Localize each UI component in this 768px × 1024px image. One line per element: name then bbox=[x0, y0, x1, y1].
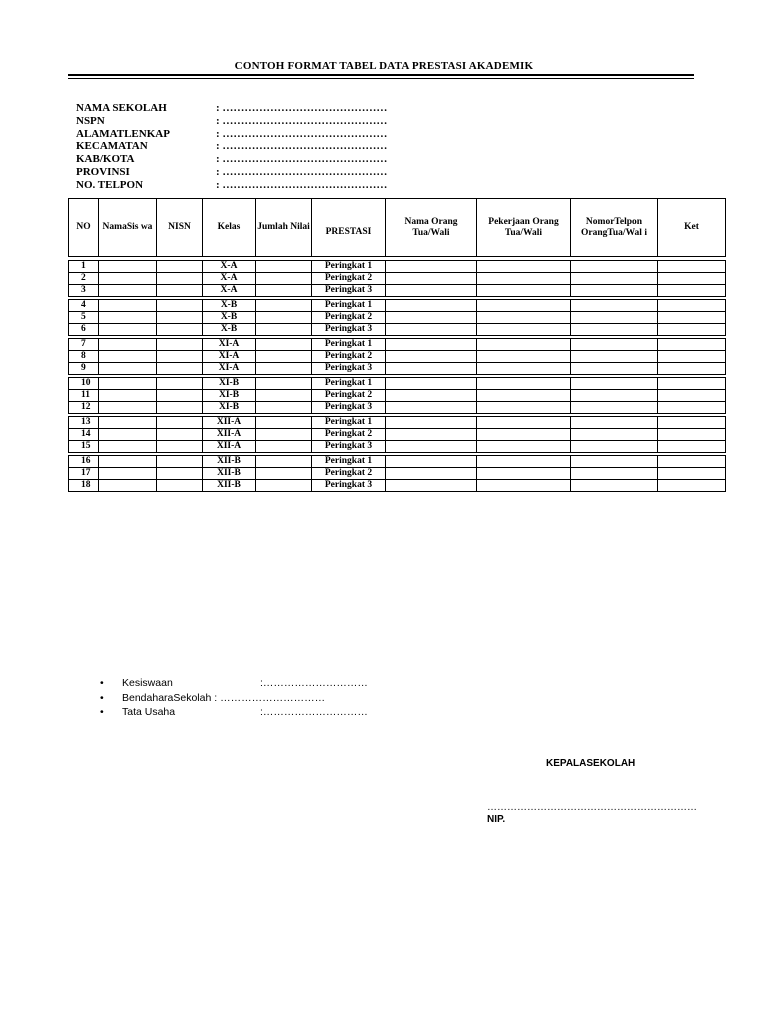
row-prestasi: Peringkat 1 bbox=[312, 300, 386, 312]
empty-cell-ortu[interactable] bbox=[386, 363, 477, 375]
empty-cell-ortu[interactable] bbox=[386, 273, 477, 285]
empty-cell-nisn[interactable] bbox=[157, 456, 203, 468]
row-prestasi: Peringkat 2 bbox=[312, 312, 386, 324]
signatory-label: Tata Usaha bbox=[122, 706, 176, 718]
table-row bbox=[69, 456, 726, 468]
empty-cell-telpon[interactable] bbox=[571, 324, 658, 336]
signatory-list bbox=[100, 676, 368, 720]
row-prestasi: Peringkat 3 bbox=[312, 480, 386, 492]
table-row bbox=[69, 273, 726, 285]
empty-cell-pekerjaan[interactable] bbox=[477, 390, 571, 402]
header-pekerjaan: Pekerjaan Orang Tua/Wali bbox=[477, 199, 571, 257]
header-kelas: Kelas bbox=[203, 199, 256, 257]
row-number: 8 bbox=[69, 351, 99, 363]
empty-cell-ortu[interactable] bbox=[386, 324, 477, 336]
empty-cell-jumlah[interactable] bbox=[256, 339, 312, 351]
empty-cell-nama[interactable] bbox=[99, 378, 157, 390]
row-number: 9 bbox=[69, 363, 99, 375]
row-prestasi: Peringkat 2 bbox=[312, 429, 386, 441]
empty-cell-nama[interactable] bbox=[99, 339, 157, 351]
empty-cell-jumlah[interactable] bbox=[256, 363, 312, 375]
row-prestasi: Peringkat 3 bbox=[312, 402, 386, 414]
row-kelas: X-B bbox=[203, 324, 256, 336]
signatory-item bbox=[100, 691, 325, 706]
empty-cell-pekerjaan[interactable] bbox=[477, 285, 571, 297]
empty-cell-jumlah[interactable] bbox=[256, 285, 312, 297]
document-title: CONTOH FORMAT TABEL DATA PRESTASI AKADEMIK bbox=[234, 60, 534, 72]
empty-cell-ortu[interactable] bbox=[386, 390, 477, 402]
row-kelas: XI-A bbox=[203, 351, 256, 363]
bullet-icon: • bbox=[100, 677, 104, 689]
kepala-sekolah-title: KEPALASEKOLAH bbox=[546, 758, 636, 769]
empty-cell-ket[interactable] bbox=[658, 351, 726, 363]
info-label: NAMA SEKOLAH bbox=[76, 102, 167, 114]
signatory-item bbox=[100, 705, 368, 720]
signatory-value-field[interactable]: :………………………… bbox=[260, 706, 368, 718]
empty-cell-pekerjaan[interactable] bbox=[477, 300, 571, 312]
empty-cell-nama[interactable] bbox=[99, 402, 157, 414]
empty-cell-nama[interactable] bbox=[99, 417, 157, 429]
info-value-field[interactable]: : ……………………………………… bbox=[216, 178, 388, 191]
table-header-row bbox=[69, 199, 726, 257]
empty-cell-telpon[interactable] bbox=[571, 339, 658, 351]
nip-label: NIP. bbox=[487, 814, 506, 825]
signatory-label: BendaharaSekolah : bbox=[122, 691, 218, 704]
empty-cell-ket[interactable] bbox=[658, 480, 726, 492]
header-nisn: NISN bbox=[157, 199, 203, 257]
empty-cell-ket[interactable] bbox=[658, 456, 726, 468]
empty-cell-telpon[interactable] bbox=[571, 480, 658, 492]
empty-cell-pekerjaan[interactable] bbox=[477, 312, 571, 324]
info-row bbox=[76, 140, 387, 153]
empty-cell-nama[interactable] bbox=[99, 351, 157, 363]
table-row bbox=[69, 390, 726, 402]
row-number: 3 bbox=[69, 285, 99, 297]
row-number: 12 bbox=[69, 402, 99, 414]
empty-cell-jumlah[interactable] bbox=[256, 390, 312, 402]
row-prestasi: Peringkat 3 bbox=[312, 441, 386, 453]
empty-cell-ket[interactable] bbox=[658, 402, 726, 414]
empty-cell-nisn[interactable] bbox=[157, 429, 203, 441]
row-number: 5 bbox=[69, 312, 99, 324]
row-kelas: XI-A bbox=[203, 363, 256, 375]
empty-cell-pekerjaan[interactable] bbox=[477, 468, 571, 480]
info-row bbox=[76, 115, 387, 128]
empty-cell-ortu[interactable] bbox=[386, 261, 477, 273]
empty-cell-telpon[interactable] bbox=[571, 363, 658, 375]
empty-cell-nisn[interactable] bbox=[157, 285, 203, 297]
header-jumlah-nilai: Jumlah Nilai bbox=[256, 199, 312, 257]
row-kelas: XI-B bbox=[203, 378, 256, 390]
empty-cell-telpon[interactable] bbox=[571, 285, 658, 297]
table-row bbox=[69, 261, 726, 273]
empty-cell-telpon[interactable] bbox=[571, 312, 658, 324]
info-row bbox=[76, 166, 387, 179]
row-prestasi: Peringkat 2 bbox=[312, 390, 386, 402]
empty-cell-nama[interactable] bbox=[99, 456, 157, 468]
empty-cell-nisn[interactable] bbox=[157, 300, 203, 312]
signatory-item bbox=[100, 676, 368, 691]
empty-cell-ortu[interactable] bbox=[386, 351, 477, 363]
prestasi-table bbox=[68, 198, 726, 492]
empty-cell-jumlah[interactable] bbox=[256, 468, 312, 480]
empty-cell-nama[interactable] bbox=[99, 390, 157, 402]
empty-cell-ket[interactable] bbox=[658, 441, 726, 453]
row-prestasi: Peringkat 1 bbox=[312, 378, 386, 390]
row-number: 18 bbox=[69, 480, 99, 492]
row-number: 16 bbox=[69, 456, 99, 468]
row-kelas: XI-A bbox=[203, 339, 256, 351]
empty-cell-nisn[interactable] bbox=[157, 351, 203, 363]
empty-cell-nisn[interactable] bbox=[157, 417, 203, 429]
empty-cell-ket[interactable] bbox=[658, 363, 726, 375]
info-value-field[interactable]: : ……………………………………… bbox=[216, 140, 388, 153]
empty-cell-jumlah[interactable] bbox=[256, 456, 312, 468]
empty-cell-telpon[interactable] bbox=[571, 456, 658, 468]
empty-cell-ket[interactable] bbox=[658, 261, 726, 273]
empty-cell-jumlah[interactable] bbox=[256, 273, 312, 285]
empty-cell-ket[interactable] bbox=[658, 390, 726, 402]
header-ket: Ket bbox=[658, 199, 726, 257]
empty-cell-nisn[interactable] bbox=[157, 363, 203, 375]
header-nama-ortu: Nama Orang Tua/Wali bbox=[386, 199, 477, 257]
empty-cell-jumlah[interactable] bbox=[256, 429, 312, 441]
row-number: 2 bbox=[69, 273, 99, 285]
row-prestasi: Peringkat 2 bbox=[312, 273, 386, 285]
info-value-field[interactable]: : ……………………………………… bbox=[216, 165, 388, 178]
empty-cell-jumlah[interactable] bbox=[256, 402, 312, 414]
empty-cell-telpon[interactable] bbox=[571, 417, 658, 429]
table-row bbox=[69, 324, 726, 336]
empty-cell-telpon[interactable] bbox=[571, 441, 658, 453]
empty-cell-nama[interactable] bbox=[99, 429, 157, 441]
info-label: ALAMATLENKAP bbox=[76, 127, 170, 140]
empty-cell-telpon[interactable] bbox=[571, 273, 658, 285]
row-number: 4 bbox=[69, 300, 99, 312]
empty-cell-pekerjaan[interactable] bbox=[477, 339, 571, 351]
empty-cell-nisn[interactable] bbox=[157, 261, 203, 273]
empty-cell-ket[interactable] bbox=[658, 300, 726, 312]
row-prestasi: Peringkat 2 bbox=[312, 468, 386, 480]
empty-cell-pekerjaan[interactable] bbox=[477, 441, 571, 453]
empty-cell-telpon[interactable] bbox=[571, 402, 658, 414]
info-row bbox=[76, 128, 387, 141]
empty-cell-nama[interactable] bbox=[99, 312, 157, 324]
info-value-field[interactable]: : ……………………………………… bbox=[216, 114, 388, 127]
table-row bbox=[69, 378, 726, 390]
table-row bbox=[69, 468, 726, 480]
empty-cell-nama[interactable] bbox=[99, 285, 157, 297]
row-prestasi: Peringkat 1 bbox=[312, 456, 386, 468]
info-label: NSPN bbox=[76, 114, 105, 127]
empty-cell-nisn[interactable] bbox=[157, 312, 203, 324]
info-label: NO. TELPON bbox=[76, 178, 144, 191]
empty-cell-nisn[interactable] bbox=[157, 339, 203, 351]
empty-cell-jumlah[interactable] bbox=[256, 312, 312, 324]
empty-cell-ortu[interactable] bbox=[386, 402, 477, 414]
table-row bbox=[69, 363, 726, 375]
row-kelas: X-B bbox=[203, 300, 256, 312]
info-label: KAB/KOTA bbox=[76, 153, 135, 166]
table-row bbox=[69, 285, 726, 297]
empty-cell-ket[interactable] bbox=[658, 339, 726, 351]
empty-cell-nisn[interactable] bbox=[157, 273, 203, 285]
empty-cell-telpon[interactable] bbox=[571, 390, 658, 402]
empty-cell-ortu[interactable] bbox=[386, 429, 477, 441]
table-row bbox=[69, 417, 726, 429]
empty-cell-nama[interactable] bbox=[99, 261, 157, 273]
row-kelas: XII-B bbox=[203, 468, 256, 480]
row-number: 13 bbox=[69, 417, 99, 429]
empty-cell-ortu[interactable] bbox=[386, 300, 477, 312]
header-nama-siswa: NamaSis wa bbox=[99, 199, 157, 257]
row-number: 17 bbox=[69, 468, 99, 480]
empty-cell-nama[interactable] bbox=[99, 363, 157, 375]
table-row bbox=[69, 402, 726, 414]
empty-cell-pekerjaan[interactable] bbox=[477, 402, 571, 414]
empty-cell-pekerjaan[interactable] bbox=[477, 351, 571, 363]
empty-cell-jumlah[interactable] bbox=[256, 324, 312, 336]
empty-cell-jumlah[interactable] bbox=[256, 300, 312, 312]
row-prestasi: Peringkat 3 bbox=[312, 324, 386, 336]
empty-cell-jumlah[interactable] bbox=[256, 480, 312, 492]
empty-cell-pekerjaan[interactable] bbox=[477, 429, 571, 441]
row-number: 10 bbox=[69, 378, 99, 390]
row-number: 1 bbox=[69, 261, 99, 273]
empty-cell-ortu[interactable] bbox=[386, 468, 477, 480]
row-prestasi: Peringkat 1 bbox=[312, 339, 386, 351]
empty-cell-ortu[interactable] bbox=[386, 441, 477, 453]
bullet-icon: • bbox=[100, 706, 104, 718]
row-number: 6 bbox=[69, 324, 99, 336]
table-row bbox=[69, 480, 726, 492]
bullet-icon: • bbox=[100, 691, 104, 704]
row-prestasi: Peringkat 3 bbox=[312, 285, 386, 297]
row-kelas: X-A bbox=[203, 261, 256, 273]
empty-cell-ket[interactable] bbox=[658, 312, 726, 324]
row-kelas: XII-A bbox=[203, 441, 256, 453]
row-kelas: XII-B bbox=[203, 480, 256, 492]
empty-cell-nisn[interactable] bbox=[157, 468, 203, 480]
empty-cell-pekerjaan[interactable] bbox=[477, 456, 571, 468]
row-number: 14 bbox=[69, 429, 99, 441]
empty-cell-pekerjaan[interactable] bbox=[477, 363, 571, 375]
header-no: NO bbox=[69, 199, 99, 257]
empty-cell-pekerjaan[interactable] bbox=[477, 273, 571, 285]
info-label: KECAMATAN bbox=[76, 140, 148, 153]
row-prestasi: Peringkat 1 bbox=[312, 417, 386, 429]
empty-cell-ortu[interactable] bbox=[386, 339, 477, 351]
empty-cell-nama[interactable] bbox=[99, 441, 157, 453]
empty-cell-ortu[interactable] bbox=[386, 417, 477, 429]
empty-cell-nama[interactable] bbox=[99, 468, 157, 480]
table-row bbox=[69, 312, 726, 324]
empty-cell-telpon[interactable] bbox=[571, 468, 658, 480]
table-row bbox=[69, 300, 726, 312]
empty-cell-jumlah[interactable] bbox=[256, 441, 312, 453]
table-row bbox=[69, 339, 726, 351]
row-number: 15 bbox=[69, 441, 99, 453]
row-prestasi: Peringkat 2 bbox=[312, 351, 386, 363]
row-prestasi: Peringkat 1 bbox=[312, 261, 386, 273]
empty-cell-nisn[interactable] bbox=[157, 390, 203, 402]
row-kelas: XI-B bbox=[203, 390, 256, 402]
row-kelas: XII-A bbox=[203, 417, 256, 429]
empty-cell-pekerjaan[interactable] bbox=[477, 417, 571, 429]
empty-cell-telpon[interactable] bbox=[571, 378, 658, 390]
empty-cell-telpon[interactable] bbox=[571, 261, 658, 273]
empty-cell-telpon[interactable] bbox=[571, 429, 658, 441]
empty-cell-nisn[interactable] bbox=[157, 402, 203, 414]
empty-cell-ket[interactable] bbox=[658, 417, 726, 429]
row-kelas: X-A bbox=[203, 285, 256, 297]
empty-cell-ortu[interactable] bbox=[386, 480, 477, 492]
signatory-value-field[interactable]: ………………………… bbox=[220, 691, 326, 704]
empty-cell-nisn[interactable] bbox=[157, 378, 203, 390]
row-number: 11 bbox=[69, 390, 99, 402]
empty-cell-ortu[interactable] bbox=[386, 285, 477, 297]
empty-cell-ket[interactable] bbox=[658, 324, 726, 336]
info-value-field[interactable]: : ……………………………………… bbox=[216, 127, 388, 140]
signatory-label: Kesiswaan bbox=[122, 677, 173, 689]
empty-cell-jumlah[interactable] bbox=[256, 417, 312, 429]
row-kelas: XI-B bbox=[203, 402, 256, 414]
signature-line: ……………………………………………………… bbox=[487, 802, 697, 813]
row-prestasi: Peringkat 3 bbox=[312, 363, 386, 375]
info-value-field[interactable]: : ……………………………………… bbox=[216, 153, 388, 166]
empty-cell-pekerjaan[interactable] bbox=[477, 324, 571, 336]
empty-cell-ket[interactable] bbox=[658, 378, 726, 390]
empty-cell-jumlah[interactable] bbox=[256, 378, 312, 390]
empty-cell-nisn[interactable] bbox=[157, 324, 203, 336]
empty-cell-nama[interactable] bbox=[99, 324, 157, 336]
row-kelas: XII-B bbox=[203, 456, 256, 468]
empty-cell-nisn[interactable] bbox=[157, 480, 203, 492]
empty-cell-nama[interactable] bbox=[99, 273, 157, 285]
table-row bbox=[69, 441, 726, 453]
empty-cell-telpon[interactable] bbox=[571, 351, 658, 363]
empty-cell-pekerjaan[interactable] bbox=[477, 261, 571, 273]
info-row bbox=[76, 102, 387, 115]
title-rule bbox=[68, 74, 694, 76]
header-prestasi: PRESTASI bbox=[312, 199, 386, 257]
empty-cell-nama[interactable] bbox=[99, 300, 157, 312]
row-kelas: X-A bbox=[203, 273, 256, 285]
empty-cell-ket[interactable] bbox=[658, 285, 726, 297]
table-row bbox=[69, 429, 726, 441]
info-row bbox=[76, 153, 387, 166]
row-kelas: X-B bbox=[203, 312, 256, 324]
info-label: PROVINSI bbox=[76, 165, 130, 178]
signatory-value-field[interactable]: :………………………… bbox=[260, 677, 368, 689]
empty-cell-pekerjaan[interactable] bbox=[477, 378, 571, 390]
empty-cell-pekerjaan[interactable] bbox=[477, 480, 571, 492]
header-telpon: NomorTelpon OrangTua/Wal i bbox=[571, 199, 658, 257]
row-kelas: XII-A bbox=[203, 429, 256, 441]
info-value-field[interactable]: : ……………………………………… bbox=[216, 102, 388, 114]
empty-cell-telpon[interactable] bbox=[571, 300, 658, 312]
empty-cell-ortu[interactable] bbox=[386, 378, 477, 390]
empty-cell-ket[interactable] bbox=[658, 468, 726, 480]
empty-cell-ortu[interactable] bbox=[386, 312, 477, 324]
info-row bbox=[76, 179, 387, 192]
row-number: 7 bbox=[69, 339, 99, 351]
empty-cell-ortu[interactable] bbox=[386, 456, 477, 468]
title-rule-thin bbox=[68, 78, 694, 79]
empty-cell-jumlah[interactable] bbox=[256, 351, 312, 363]
table-row bbox=[69, 351, 726, 363]
school-info bbox=[76, 102, 387, 192]
empty-cell-nisn[interactable] bbox=[157, 441, 203, 453]
empty-cell-nama[interactable] bbox=[99, 480, 157, 492]
empty-cell-ket[interactable] bbox=[658, 429, 726, 441]
empty-cell-ket[interactable] bbox=[658, 273, 726, 285]
empty-cell-jumlah[interactable] bbox=[256, 261, 312, 273]
